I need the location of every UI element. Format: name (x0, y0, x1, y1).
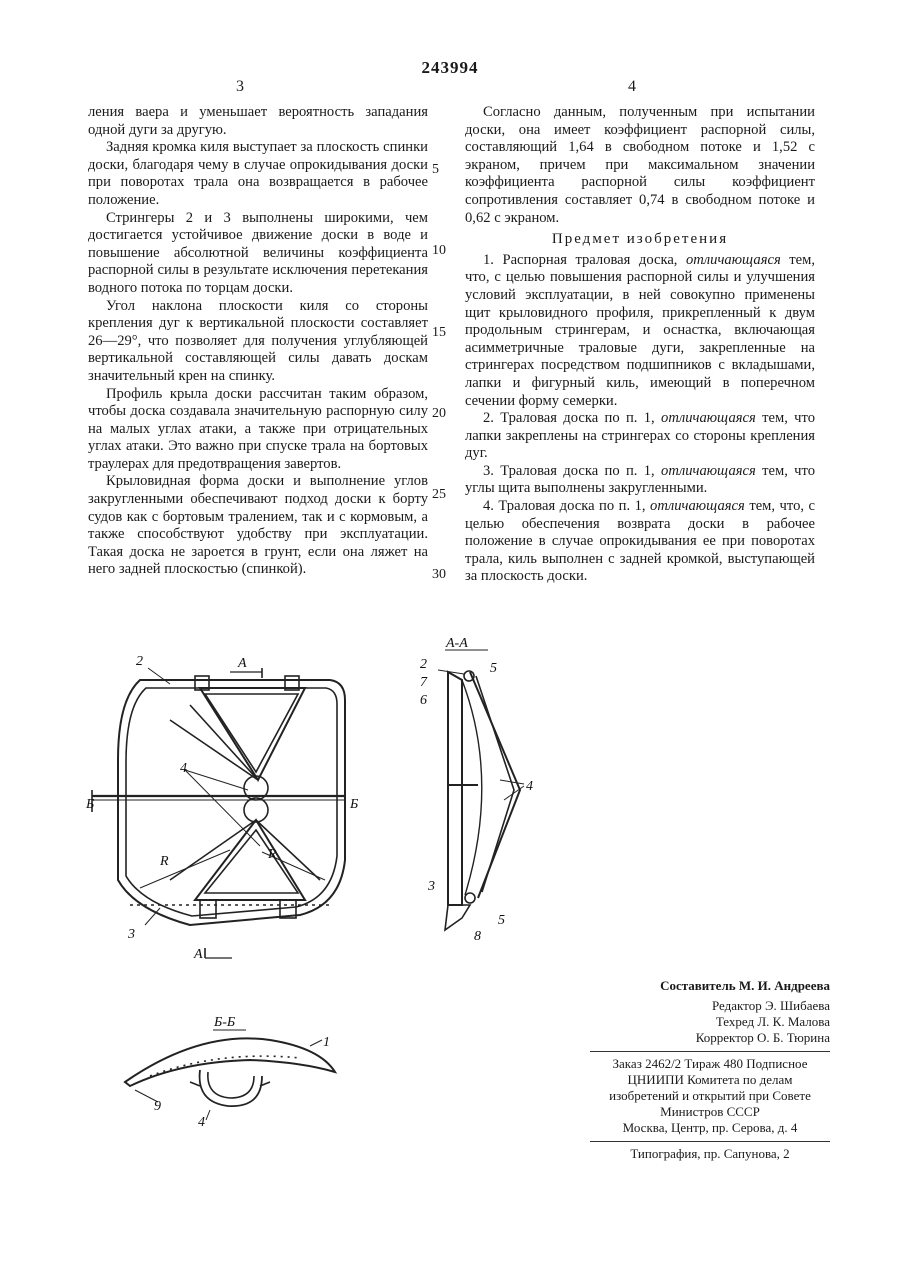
corrector: Корректор О. Б. Тюрина (695, 1030, 830, 1045)
techred: Техред Л. К. Малова (715, 1014, 830, 1029)
line-number: 10 (432, 243, 446, 258)
line-number: 20 (432, 406, 446, 421)
imprint-block (590, 978, 830, 1162)
bb-label-9: 9 (154, 1099, 161, 1114)
line-number: 25 (432, 487, 446, 502)
editor: Редактор Э. Шибаева (712, 998, 830, 1013)
bb-label-4: 4 (198, 1115, 205, 1130)
org-line-2: изобретений и открытий при Совете (609, 1088, 811, 1103)
aa-label-5-top: 5 (490, 661, 497, 676)
printer: Типография, пр. Сапунова, 2 (630, 1146, 790, 1161)
compiler: Составитель М. И. Андреева (660, 978, 830, 993)
bb-label-1: 1 (323, 1035, 330, 1050)
claim-4: 4. Траловая доска по п. 1, отличающаяся тем, что, с целью обеспечения возврата доски в рабочее положение в случае опрокидывания ее при поворотах трала, киль выполнен с задней кромкой, выступающей за плоскость доски. (465, 498, 815, 585)
aa-label-8: 8 (474, 929, 481, 944)
line-number: 15 (432, 325, 446, 340)
patent-number: 243994 (421, 58, 479, 77)
claims-heading: Предмет изобретения (551, 231, 729, 248)
org-line-1: ЦНИИПИ Комитета по делам (627, 1072, 793, 1087)
label-2: 2 (136, 654, 143, 669)
paragraph: ления ваера и уменьшает вероятность западания одной дуги за другую. (88, 104, 428, 138)
label-section-b-left: Б (86, 797, 95, 812)
aa-label-5-bottom: 5 (498, 913, 505, 928)
main-view-drawing (92, 668, 345, 958)
label-radius-right: R (268, 847, 277, 862)
paragraph: Согласно данным, полученным при испытании доски, она имеет коэффициент распорной силы, составляющий 1,64 в свободном потоке и 1,52 с экраном, причем при максимальном значении коэффициента распорной силы коэффициент сопротивления составляет 0,74 в свободном потоке и 0,62 с экраном. (465, 104, 815, 226)
claim-1: 1. Распорная траловая доска, отличающаяся тем, что, с целью повышения распорной силы и улучшения условий эксплуатации, в ней совокупно применены щит крыловидного профиля, прикрепленный к двум продольным стрингерам, и оснастка, включающая асимметричные траловые дуги, закрепленные на стрингерах посредством подшипников с вкладышами, лапки и фигурный киль, имеющий в поперечном сечении форму семерки. (465, 251, 816, 409)
paragraph: Профиль крыла доски рассчитан таким образом, чтобы доска создавала значительную распорную силу на малых углах атаки, а также при отрицательных углах атаки. Это важно при спуске трала на бортовых траулерах для предотвращения завертов. (88, 385, 428, 472)
section-bb-title: Б-Б (214, 1015, 236, 1030)
label-radius-left: R (160, 854, 169, 869)
aa-label-6: 6 (420, 693, 427, 708)
page-number-right: 4 (628, 78, 636, 95)
paragraph: Крыловидная форма доски и выполнение углов закругленными обеспечивают подход доски к борту судов как с бортовым тралением, так и с кормовым, а также способствуют удобству при эксплуатации. Такая доска не зароется в грунт, если она ляжет на него задней плоскостью (спинкой). (88, 473, 428, 578)
paragraph: Угол наклона плоскости киля со стороны крепления дуг к вертикальной плоскости составляет 26—29°, что позволяет для получения углубляющей вертикальной составляющей силы давать доскам значительный крен на спинку. (88, 297, 428, 384)
label-section-a-bottom: A (194, 947, 203, 962)
aa-label-2: 2 (420, 657, 427, 672)
label-section-b-right: Б (350, 797, 359, 812)
line-number: 30 (432, 567, 446, 582)
claim-3: 3. Траловая доска по п. 1, отличающаяся тем, что углы щита выполнены закругленными. (465, 462, 815, 497)
org-line-3: Министров СССР (660, 1104, 760, 1119)
order-info: Заказ 2462/2 Тираж 480 Подписное (612, 1056, 808, 1071)
aa-label-7: 7 (420, 675, 427, 690)
section-aa-drawing (438, 650, 524, 930)
section-aa-title: А-А (446, 636, 468, 651)
aa-label-3: 3 (428, 879, 435, 894)
label-3: 3 (128, 927, 135, 942)
claim-2: 2. Траловая доска по п. 1, отличающаяся тем, что лапки закреплены на стрингерах со стороны крепления дуг. (465, 410, 815, 462)
aa-label-4: 4 (526, 779, 533, 794)
page-number-left: 3 (236, 78, 244, 95)
address: Москва, Центр, пр. Серова, д. 4 (622, 1120, 798, 1135)
line-number: 5 (432, 162, 439, 177)
paragraph: Задняя кромка киля выступает за плоскость спинки доски, благодаря чему в случае опрокидывания доски при поворотах трала она возвращается в рабочее положение. (88, 139, 428, 208)
label-4: 4 (180, 761, 187, 776)
label-section-a-top: A (238, 656, 247, 671)
paragraph: Стрингеры 2 и 3 выполнены широкими, чем достигается устойчивое движение доски в воде и повышение абсолютной величины коэффициента распорной силы в результате исключения перетекания водного потока по торцам доски. (88, 209, 428, 296)
